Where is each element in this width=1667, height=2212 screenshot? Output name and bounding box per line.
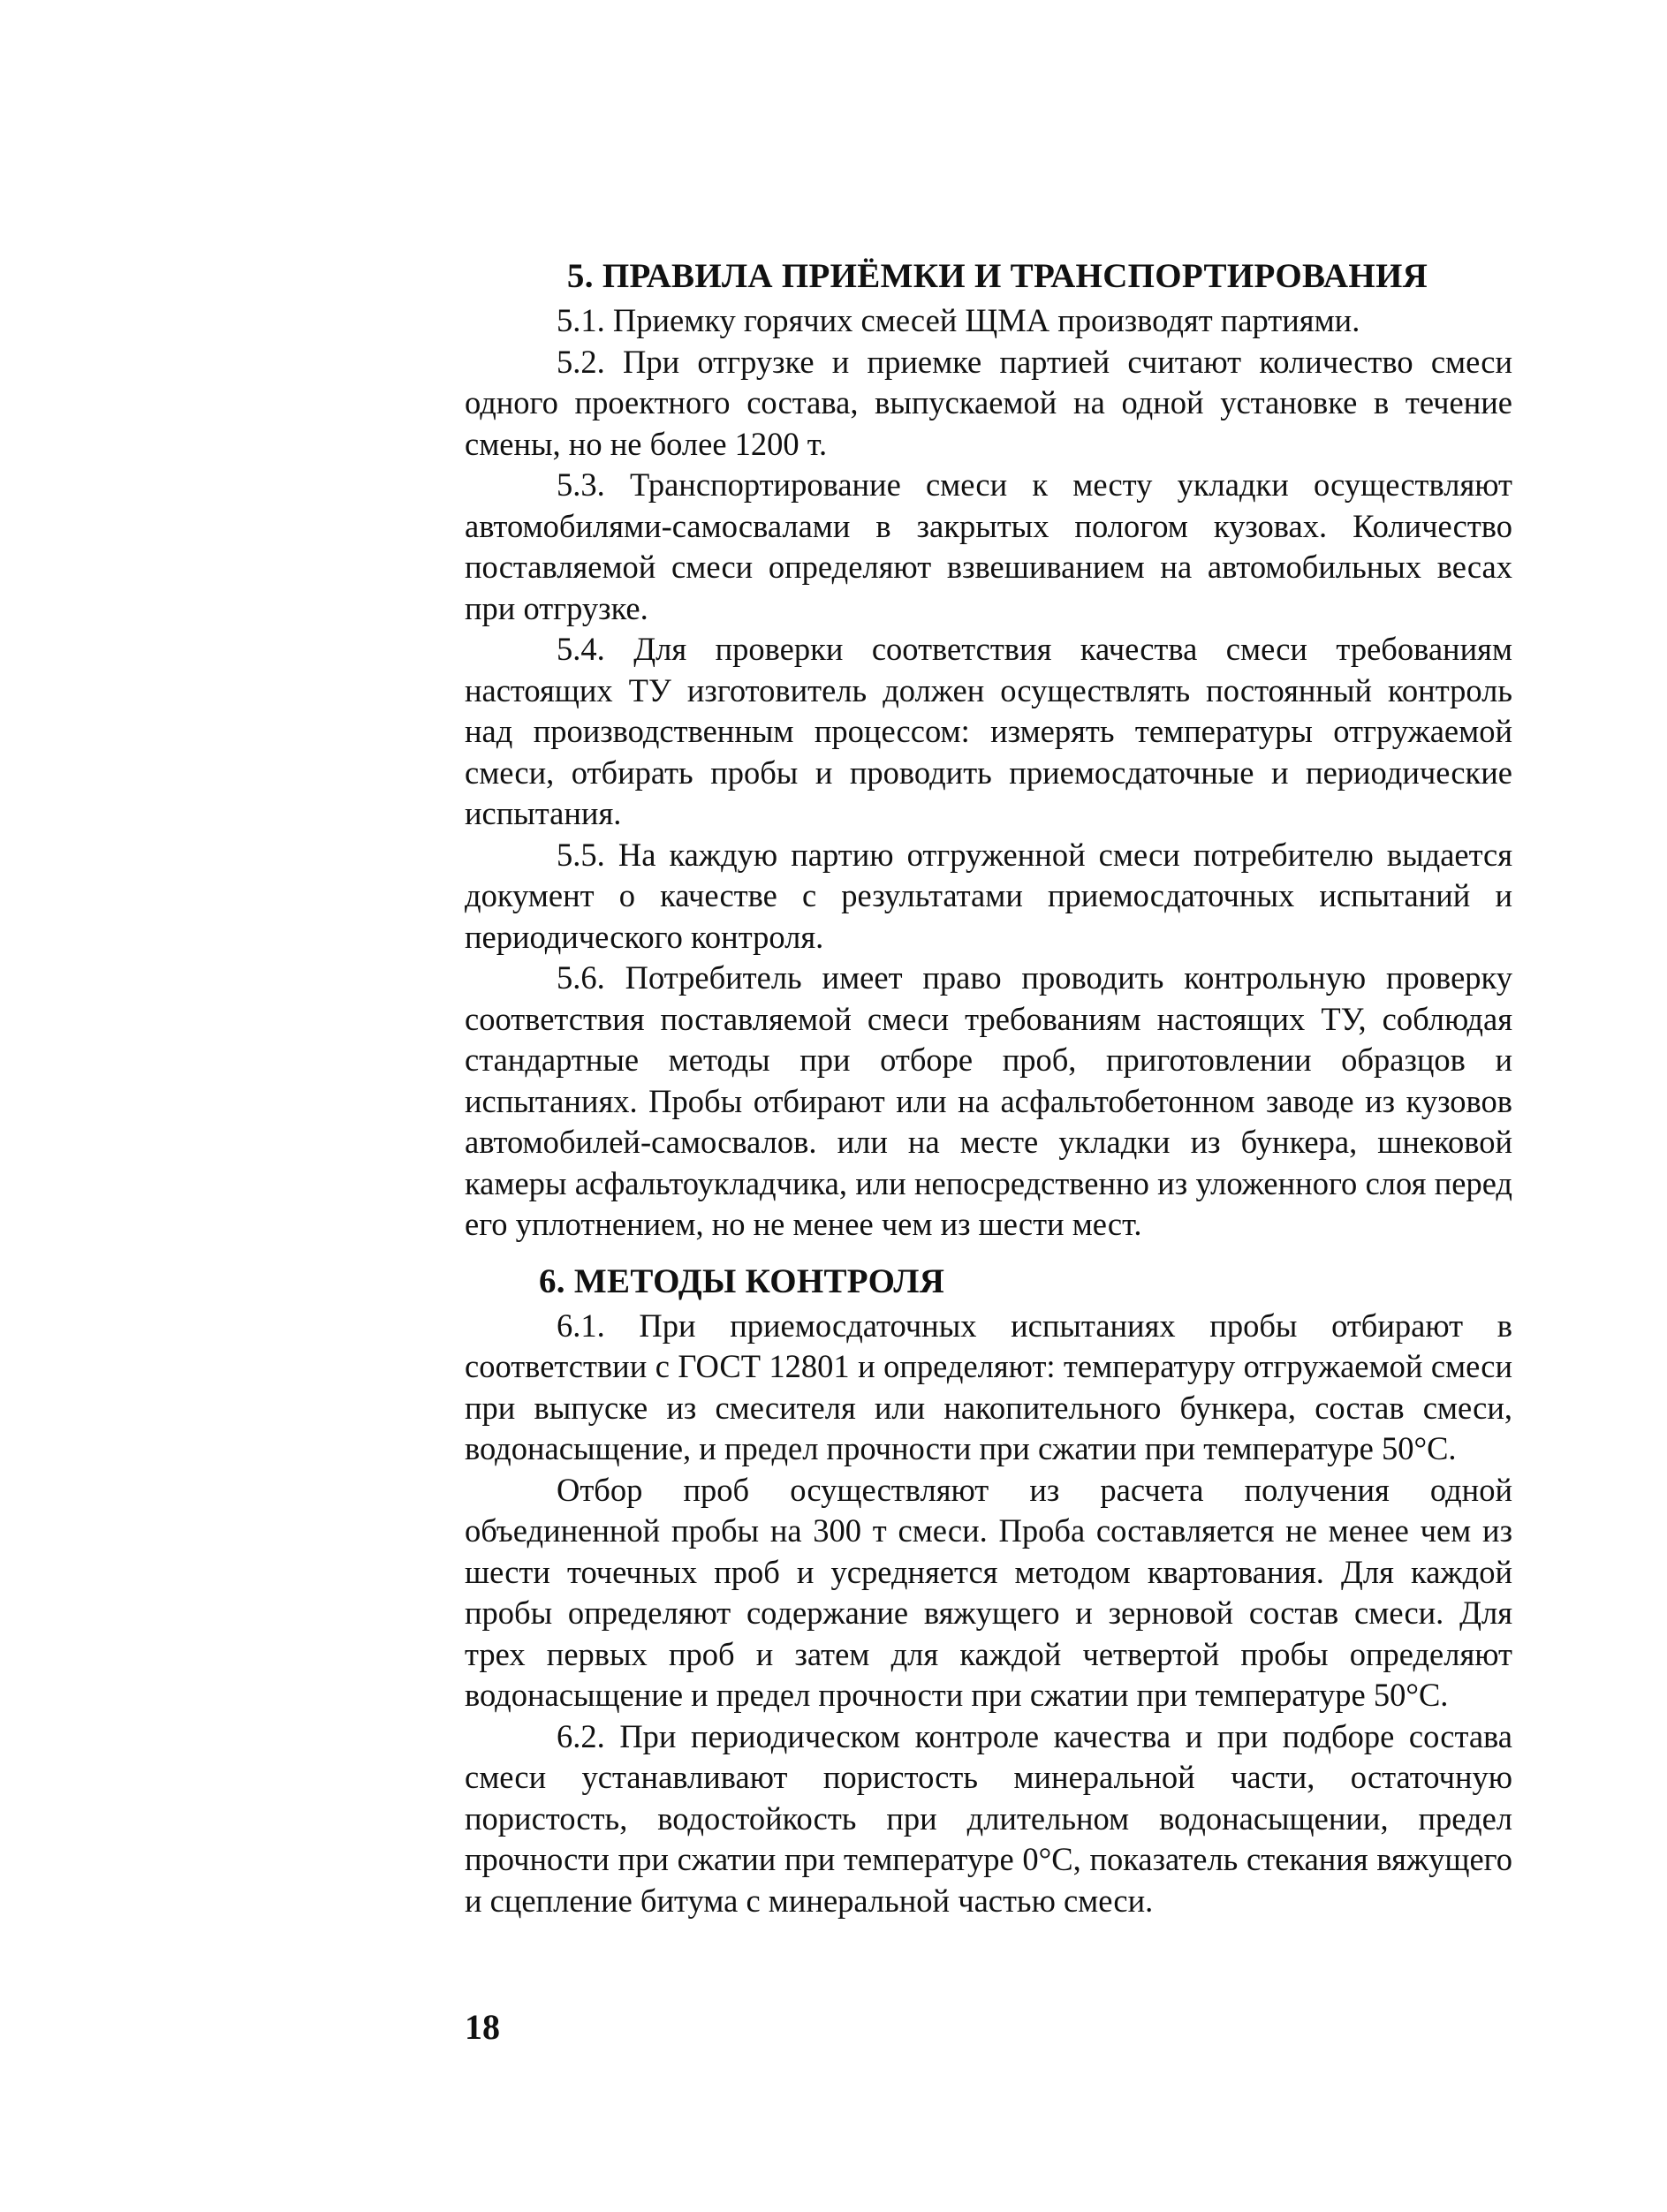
section-5-title: 5. ПРАВИЛА ПРИЁМКИ И ТРАНСПОРТИРОВАНИЯ <box>566 257 1428 295</box>
paragraph-6-1-continued: Отбор проб осуществляют из расчета получения одной объединенной пробы на 300 т смеси. Проба составляется не менее чем из шести точечных проб и усредняется методом квартования. Для каждой пробы определяют содержание вяжущего и зерновой состав смеси. Для трех первых проб и затем для каждой четвертой пробы определяют водонасыщение и предел прочности при сжатии при температуре 50°С. <box>465 1471 1512 1713</box>
paragraph-6-1: 6.1. При приемосдаточных испытаниях пробы отбирают в соответствии с ГОСТ 12801 и определяют: температуру отгружаемой смеси при выпуске из смесителя или накопительного бункера, состав смеси, водонасыщение, и предел прочности при сжатии при температуре 50°С. <box>465 1307 1512 1466</box>
paragraph-5-5: 5.5. На каждую партию отгруженной смеси потребителю выдается документ о качестве с результатами приемосдаточных испытаний и периодического контроля. <box>465 836 1512 955</box>
paragraph-5-3: 5.3. Транспортирование смеси к месту укладки осуществляют автомобилями-самосвалами в закрытых пологом кузовах. Количество поставляемой смеси определяют взвешиванием на автомобильных весах при отгрузке. <box>465 466 1512 626</box>
paragraph-5-6: 5.6. Потребитель имеет право проводить контрольную проверку соответствия поставляемой смеси требованиям настоящих ТУ, соблюдая стандартные методы при отборе проб, приготовлении образцов и испытаниях. Пробы отбирают или на асфальтобетонном заводе из кузовов автомобилей-самосвалов. или на месте укладки из бункера, шнековой камеры асфальтоукладчика, или непосредственно из уложенного слоя перед его уплотнением, но не менее чем из шести мест. <box>465 959 1512 1242</box>
paragraph-5-1: 5.1. Приемку горячих смесей ЩМА производят партиями. <box>557 302 1360 338</box>
paragraph-5-4: 5.4. Для проверки соответствия качества смеси требованиям настоящих ТУ изготовитель должен осуществлять постоянный контроль над производственным процессом: измерять температуры отгружаемой смеси, отбирать пробы и проводить приемосдаточные и периодические испытания. <box>465 631 1512 831</box>
page-number: 18 <box>465 2007 500 2047</box>
paragraph-5-2: 5.2. При отгрузке и приемке партией считают количество смеси одного проектного состава, выпускаемой на одной установке в течение смены, но не более 1200 т. <box>465 343 1512 462</box>
section-6-title: 6. МЕТОДЫ КОНТРОЛЯ <box>539 1261 945 1300</box>
paragraph-6-2: 6.2. При периодическом контроле качества и при подборе состава смеси устанавливают пористость минеральной части, остаточную пористость, водостойкость при длительном водонасыщении, предел прочности при сжатии при температуре 0°С, показатель стекания вяжущего и сцепление битума с минеральной частью смеси. <box>465 1717 1512 1919</box>
document-page <box>465 256 1512 1921</box>
